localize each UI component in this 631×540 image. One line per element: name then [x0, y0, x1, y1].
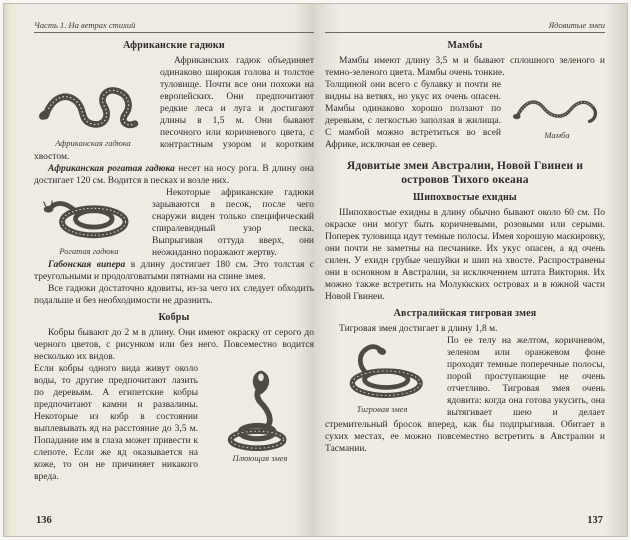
book-spread [3, 3, 628, 537]
running-head-right [325, 20, 605, 33]
page-number-left: 136 [36, 515, 52, 526]
horned-viper-illustration [36, 189, 142, 245]
paragraph-text: несет на носу рога. В длину она достигает 120 см. Водится в песках и возле них. [34, 164, 314, 186]
mamba-illustration [511, 81, 603, 129]
african-viper-illustration [35, 57, 151, 137]
section-title-mambas: Мамбы [447, 40, 483, 51]
paragraph-text: в длину достигает 180 см. Это толстая с треугольными и продолговатыми пятнами на спине змея. [34, 260, 315, 282]
paragraph: Некоторые африканские гадюки зарываются в песок, после чего снаружи виден только специфический спиралевидный узор песка. Выпрыгивая оттуда вверх, они неожиданно поражают жертву. [152, 188, 314, 258]
figure-caption: Плюющая змея [232, 453, 288, 463]
paragraph: Мамбы имеют длину 3,5 м и бывают сплошного зеленого и темно-зеленого цвета. Мамбы очень тонкие. [325, 56, 605, 78]
running-head-right-text: Ядовитые змеи [548, 20, 605, 30]
right-page [325, 20, 605, 528]
paragraph [34, 259, 314, 283]
figure-mamba [509, 81, 605, 140]
paragraph: Африканских гадюк объединяет одинаково широкая голова и толстое туловище. Почти все они похожи на европейских. Они предпочитают редкие леса и луга и достигают длины в 1,5 м. Они бывают песочного или коричневого цвета, с контрастным узором и коротким хвостом. [34, 56, 314, 162]
subsection-title-tiger-snake: Австралийская тигровая змея [393, 308, 537, 319]
running-head-left-text: Часть 1. На ветрах стихий [34, 20, 136, 30]
page-number-right: 137 [587, 515, 603, 526]
figure-african-viper [34, 57, 152, 148]
figure-spitting-cobra [206, 365, 314, 463]
figure-horned-viper [34, 189, 144, 256]
paragraph: По ее телу на желтом, коричневом, зеленом или оранжевом фоне проходят темные поперечные полосы, порой проступающие не очень отчетливо. Тигровая змея очень ядовита: когда она готова укусить, она вытягивает шею и делает стремительный бросок вперед, как бы подпрыгивая. Обитает в сухих местах, ее можно повсеместно встретить в Австралии и Тасмании. [325, 336, 605, 454]
paragraph: Тигровая змея достигает в длину 1,8 м. [339, 324, 498, 334]
subsection-title-echidnas: Шипохвостые ехидны [413, 192, 517, 203]
figure-caption: Рогатая гадюка [59, 246, 119, 256]
paragraph: Толщиной они всего с булавку и почти не видны на ветвях, но укус их очень опасен. Мамбы одинаково хорошо ползают по деревьям, с легкостью заползая в жилища. С мамбой можно встретиться во всей Африке, исключая ее север. [325, 80, 501, 150]
paragraph [34, 163, 314, 187]
paragraph: Если кобры одного вида живут около воды, то другие предпочитают лазить по деревьям. А египетские кобры предпочитают камни и развалины. Некоторые из кобр в состоянии выплевывать яд на расстояние до 3,5 м. Попадание им в глаза может привести к слепоте. Если же яд оказывается на коже, то он не причиняет никакого вреда. [34, 364, 198, 482]
paragraph: Кобры бывают до 2 м в длину. Они имеют окраску от серого до черного цветов, с рисунком или без него. Повсеместно водится несколько их видов. [34, 328, 314, 362]
spitting-cobra-illustration [208, 365, 312, 452]
figure-tiger-snake [325, 337, 439, 414]
species-name: Африканская рогатая гадюка [48, 164, 175, 174]
left-page [34, 20, 314, 528]
tiger-snake-illustration [327, 337, 437, 403]
species-name: Габонская випера [48, 260, 126, 270]
section-title-african-vipers: Африканские гадюки [123, 40, 225, 51]
figure-caption: Тигровая змея [356, 404, 408, 414]
figure-caption: Африканская гадюка [55, 138, 131, 148]
figure-caption: Мамба [544, 130, 570, 140]
section-title-australia: Ядовитые змеи Австралии, Новой Гвинеи и островов Тихого океана [346, 160, 584, 186]
paragraph: Все гадюки достаточно ядовиты, из-за чего их следует обходить подальше и без необходимости не дразнить. [34, 284, 314, 306]
paragraph: Шипохвостые ехидны в длину обычно бывают около 60 см. По окраске они могут быть коричневыми, розовыми или серыми. Поперек туловища идут темные полосы. Имея хорошую маскировку, они почти не заметны на песчанике. Их укус опасен, а яд очень силен. У ехидн грубые чешуйки и шип на хвосте. Распространены они в основном в Австралии, за исключением штата Виктория. Их можно также встретить на Молуккских островах и в южной части Новой Гвинеи. [325, 208, 605, 302]
section-title-cobras: Кобры [158, 312, 190, 323]
running-head-left [34, 20, 314, 33]
